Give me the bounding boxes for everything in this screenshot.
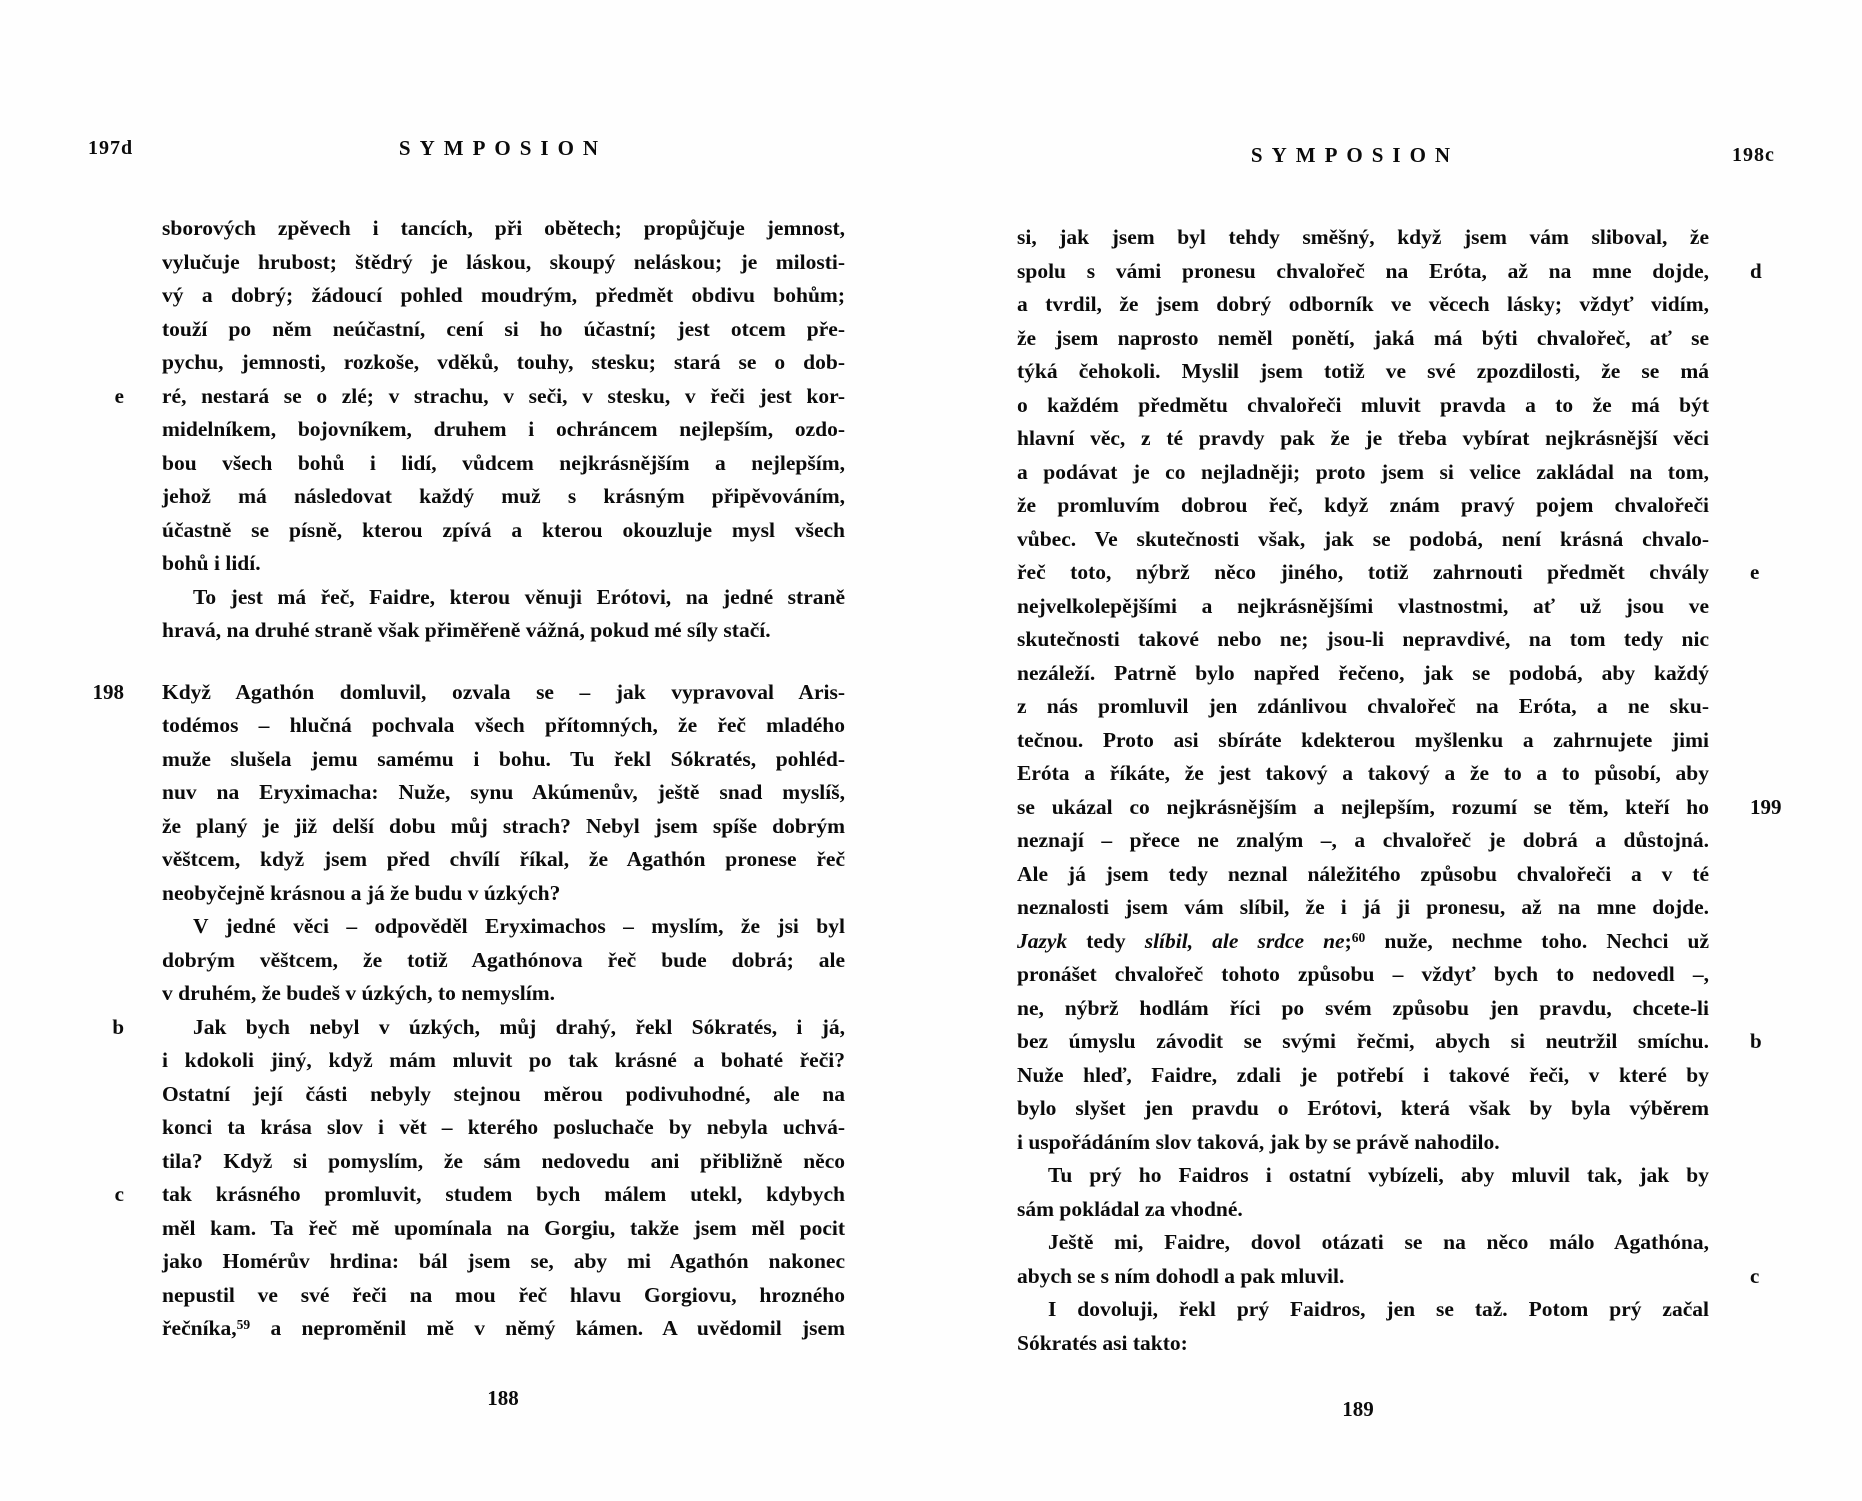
- text-line: v druhém, že budeš v úzkých, to nemyslím.: [162, 981, 555, 1005]
- text-line: jako Homérův hrdina: bál jsem se, aby mi Agathón nakonec: [162, 1249, 845, 1273]
- stephanus-header-left: 197d: [88, 137, 134, 159]
- text-line: midelníkem, bojovníkem, druhem i ochráncem nejlepším, ozdo-: [162, 417, 845, 441]
- right-page: [1017, 0, 1782, 1501]
- text-segment: řečníka,: [162, 1316, 237, 1340]
- text-line: V jedné věci – odpověděl Eryximachos – myslím, že jsi byl: [193, 914, 845, 938]
- text-line: Jak bych nebyl v úzkých, můj drahý, řekl Sókratés, i já, b: [162, 1011, 845, 1045]
- text-line: Ale já jsem tedy neznal náležitého způsobu chvalořeči a v té: [1017, 861, 1709, 886]
- paragraph: [92, 676, 845, 911]
- text-line: todémos – hlučná pochvala všech přítomných, že řeč mladého: [162, 713, 845, 737]
- paragraph: [1017, 1159, 1709, 1226]
- footnote-reference: 60: [1351, 929, 1366, 945]
- stephanus-margin-note: e: [114, 383, 124, 408]
- text-line: tak krásného promluvit, studem bych málem utekl, kdybych c: [162, 1178, 845, 1212]
- text-line: bylo slyšet jen pravdu o Erótovi, která však by byla výběrem: [1017, 1096, 1709, 1120]
- text-line: Nuže hleď, Faidre, zdali je potřebí i takové řeči, v které by: [1017, 1062, 1709, 1087]
- page-body-left: [92, 212, 845, 1346]
- page-number-left: 188: [487, 1386, 519, 1410]
- stephanus-margin-note: b: [1750, 1029, 1762, 1053]
- text-line: vůbec. Ve skutečnosti však, jak se podobá, není krásná chvalo-: [1017, 526, 1709, 551]
- text-line: dobrým věštcem, že totiž Agathónova řeč bude dobrá; ale: [162, 947, 845, 972]
- stephanus-header-right: 198c: [1732, 144, 1775, 166]
- stephanus-margin-note: c: [114, 1182, 124, 1206]
- running-title-left: SYMPOSION: [398, 136, 608, 160]
- italic-text: slíbil, ale srdce ne: [1144, 928, 1345, 953]
- text-line: se ukázal co nejkrásnějším a nejlepším, rozumí se těm, kteří ho 199: [1017, 791, 1709, 825]
- text-line: si, jak jsem byl tehdy směšný, když jsem vám sliboval, že: [1017, 225, 1709, 249]
- text-segment: a neproměnil mě v němý kámen. A uvědomil jsem: [250, 1316, 845, 1340]
- page-number-right: 189: [1342, 1397, 1374, 1421]
- text-line: neznají – přece ne znalým –, a chvalořeč je dobrá a důstojná.: [1017, 828, 1709, 852]
- text-line: [162, 1312, 845, 1346]
- text-line: [1017, 925, 1709, 959]
- text-line: To jest má řeč, Faidre, kterou věnuji Erótovi, na jedné straně: [193, 584, 845, 609]
- text-line: že jsem naprosto neměl ponětí, jaká má býti chvalořeč, ať se: [1017, 325, 1709, 350]
- text-line: Tu prý ho Faidros i ostatní vybízeli, aby mluvil tak, jak by: [1048, 1163, 1709, 1187]
- text-line: hlavní věc, z té pravdy pak že je třeba vybírat nejkrásnější věci: [1017, 426, 1709, 450]
- paragraph: [162, 581, 845, 648]
- text-line: že planý je již delší dobu můj strach? Nebyl jsem spíše dobrým: [162, 813, 845, 838]
- text-line: hravá, na druhé straně však přiměřeně vážná, pokud mé síly stačí.: [162, 618, 771, 642]
- text-line: ré, nestará se o zlé; v strachu, v seči, v stesku, v řeči jest kor- e: [162, 380, 845, 414]
- paragraph: [114, 212, 845, 581]
- text-line: bohů i lidí.: [162, 551, 261, 575]
- text-line: věštcem, když jsem před chvílí říkal, že Agathón pronese řeč: [162, 847, 845, 871]
- text-line: vý a dobrý; žádoucí pohled moudrým, předmět obdivu bohům;: [162, 283, 845, 307]
- stephanus-margin-note: 198: [92, 679, 124, 704]
- text-segment: tedy: [1067, 928, 1145, 953]
- text-line: tečnou. Proto asi sbíráte kdekterou myšlenku a zahrnujete jimi: [1017, 727, 1709, 752]
- paragraph: [1017, 221, 1782, 1159]
- text-segment: ;: [1344, 928, 1352, 953]
- paragraph: [1017, 1293, 1709, 1360]
- paragraph: [1017, 1226, 1760, 1293]
- left-page: [88, 0, 845, 1501]
- text-line: muže slušela jemu samému i bohu. Tu řekl Sókratés, pohléd-: [162, 746, 845, 771]
- italic-text: Jazyk: [1017, 928, 1068, 953]
- text-line: o každém předmětu chvalořeči mluvit pravda a to že má být: [1017, 392, 1709, 417]
- paragraph: [162, 910, 845, 1011]
- paragraph: [112, 1011, 845, 1346]
- text-line: konci ta krása slov i vět – kterého posluchače by nebyla uchvá-: [162, 1115, 845, 1139]
- text-segment: nuže, nechme toho. Nechci už: [1365, 928, 1709, 953]
- text-line: měl kam. Ta řeč mě upomínala na Gorgiu, takže jsem měl pocit: [162, 1215, 845, 1240]
- text-line: spolu s vámi pronesu chvalořeč na Eróta, až na mne dojde, d: [1017, 255, 1709, 289]
- text-line: Když Agathón domluvil, ozvala se – jak vypravoval Aris- 198: [162, 676, 845, 710]
- text-line: sám pokládal za vhodné.: [1017, 1196, 1243, 1221]
- text-line: sborových zpěvech i tancích, při obětech; propůjčuje jemnost,: [162, 216, 845, 240]
- text-line: touží po něm neúčastní, cení si ho účastní; jest otcem pře-: [162, 316, 845, 341]
- text-line: že promluvím dobrou řeč, když znám pravý pojem chvalořeči: [1017, 493, 1709, 517]
- text-line: týká čehokoli. Myslil jsem totiž ve své zpozdilosti, že se má: [1017, 359, 1709, 383]
- stephanus-margin-note: e: [1750, 560, 1760, 584]
- text-line: i uspořádáním slov taková, jak by se právě nahodilo.: [1017, 1129, 1500, 1154]
- text-line: Sókratés asi takto:: [1017, 1330, 1188, 1355]
- text-line: nejvelkolepějšími a nejkrásnějšími vlastnostmi, ať už jsou ve: [1017, 593, 1709, 618]
- text-line: ne, nýbrž hodlám říci po svém způsobu jen pravdu, chcete-li: [1017, 995, 1709, 1020]
- stephanus-margin-note: 199: [1750, 794, 1782, 819]
- text-line: pronášet chvalořeč tohoto způsobu – vždyť bych to nedovedl –,: [1017, 962, 1709, 986]
- footnote-reference: 59: [236, 1317, 251, 1332]
- text-line: nepustil ve své řeči na mou řeč hlavu Gorgiovu, hrozného: [162, 1282, 845, 1307]
- text-line: jehož má následovat každý muž s krásným připěvováním,: [162, 484, 845, 508]
- text-line: nezáleží. Patrně bylo napřed řečeno, jak se podobá, aby každý: [1017, 660, 1709, 685]
- text-line: vylučuje hrubost; štědrý je láskou, skoupý neláskou; je milosti-: [162, 249, 845, 274]
- text-line: bez úmyslu závodit se svými řečmi, abych si neutržil smíchu. b: [1017, 1025, 1709, 1059]
- text-line: tila? Když si pomyslím, že sám nedovedu ani přibližně něco: [162, 1148, 845, 1173]
- text-line: bou všech bohů i lidí, vůdcem nejkrásnějším a nejlepším,: [162, 450, 845, 475]
- stephanus-margin-note: d: [1750, 258, 1762, 283]
- text-line: i kdokoli jiný, když mám mluvit po tak krásné a bohaté řeči?: [162, 1048, 845, 1072]
- text-line: účastně se písně, kterou zpívá a kterou okouzluje mysl všech: [162, 517, 845, 542]
- text-line: pychu, jemnosti, rozkoše, vděků, touhy, stesku; stará se o dob-: [162, 350, 845, 374]
- text-line: neznalosti jsem vám slíbil, že i já ji pronesu, až na mne dojde.: [1017, 895, 1709, 919]
- text-line: z nás promluvil jen zdánlivou chvalořeč na Eróta, a ne sku-: [1017, 694, 1709, 718]
- text-line: skutečnosti takové nebo ne; jsou-li nepravdivé, na tom tedy nic: [1017, 627, 1709, 651]
- text-line: a tvrdil, že jsem dobrý odborník ve věcech lásky; vždyť vidím,: [1017, 292, 1709, 316]
- text-line: abych se s ním dohodl a pak mluvil. c: [1017, 1260, 1709, 1294]
- stephanus-margin-note: c: [1750, 1263, 1760, 1288]
- running-title-right: SYMPOSION: [1250, 143, 1460, 167]
- page-body-right: [1017, 221, 1782, 1360]
- text-line: Ostatní její části nebyly stejnou měrou podivuhodné, ale na: [162, 1081, 845, 1106]
- text-line: nuv na Eryximacha: Nuže, synu Akúmenův, ještě snad myslíš,: [162, 780, 845, 804]
- text-line: řeč toto, nýbrž něco jiného, totiž zahrnouti předmět chvály e: [1017, 556, 1709, 590]
- text-line: Eróta a říkáte, že jest takový a takový a že to a to působí, aby: [1017, 761, 1709, 785]
- text-line: I dovoluji, řekl prý Faidros, jen se taž. Potom prý začal: [1048, 1297, 1709, 1321]
- text-line: Ještě mi, Faidre, dovol otázati se na něco málo Agathóna,: [1048, 1230, 1709, 1254]
- text-line: a podávat je co nejladněji; proto jsem si velice zakládal na tom,: [1017, 459, 1709, 484]
- stephanus-margin-note: b: [112, 1014, 124, 1039]
- text-line: neobyčejně krásnou a já že budu v úzkých?: [162, 880, 561, 905]
